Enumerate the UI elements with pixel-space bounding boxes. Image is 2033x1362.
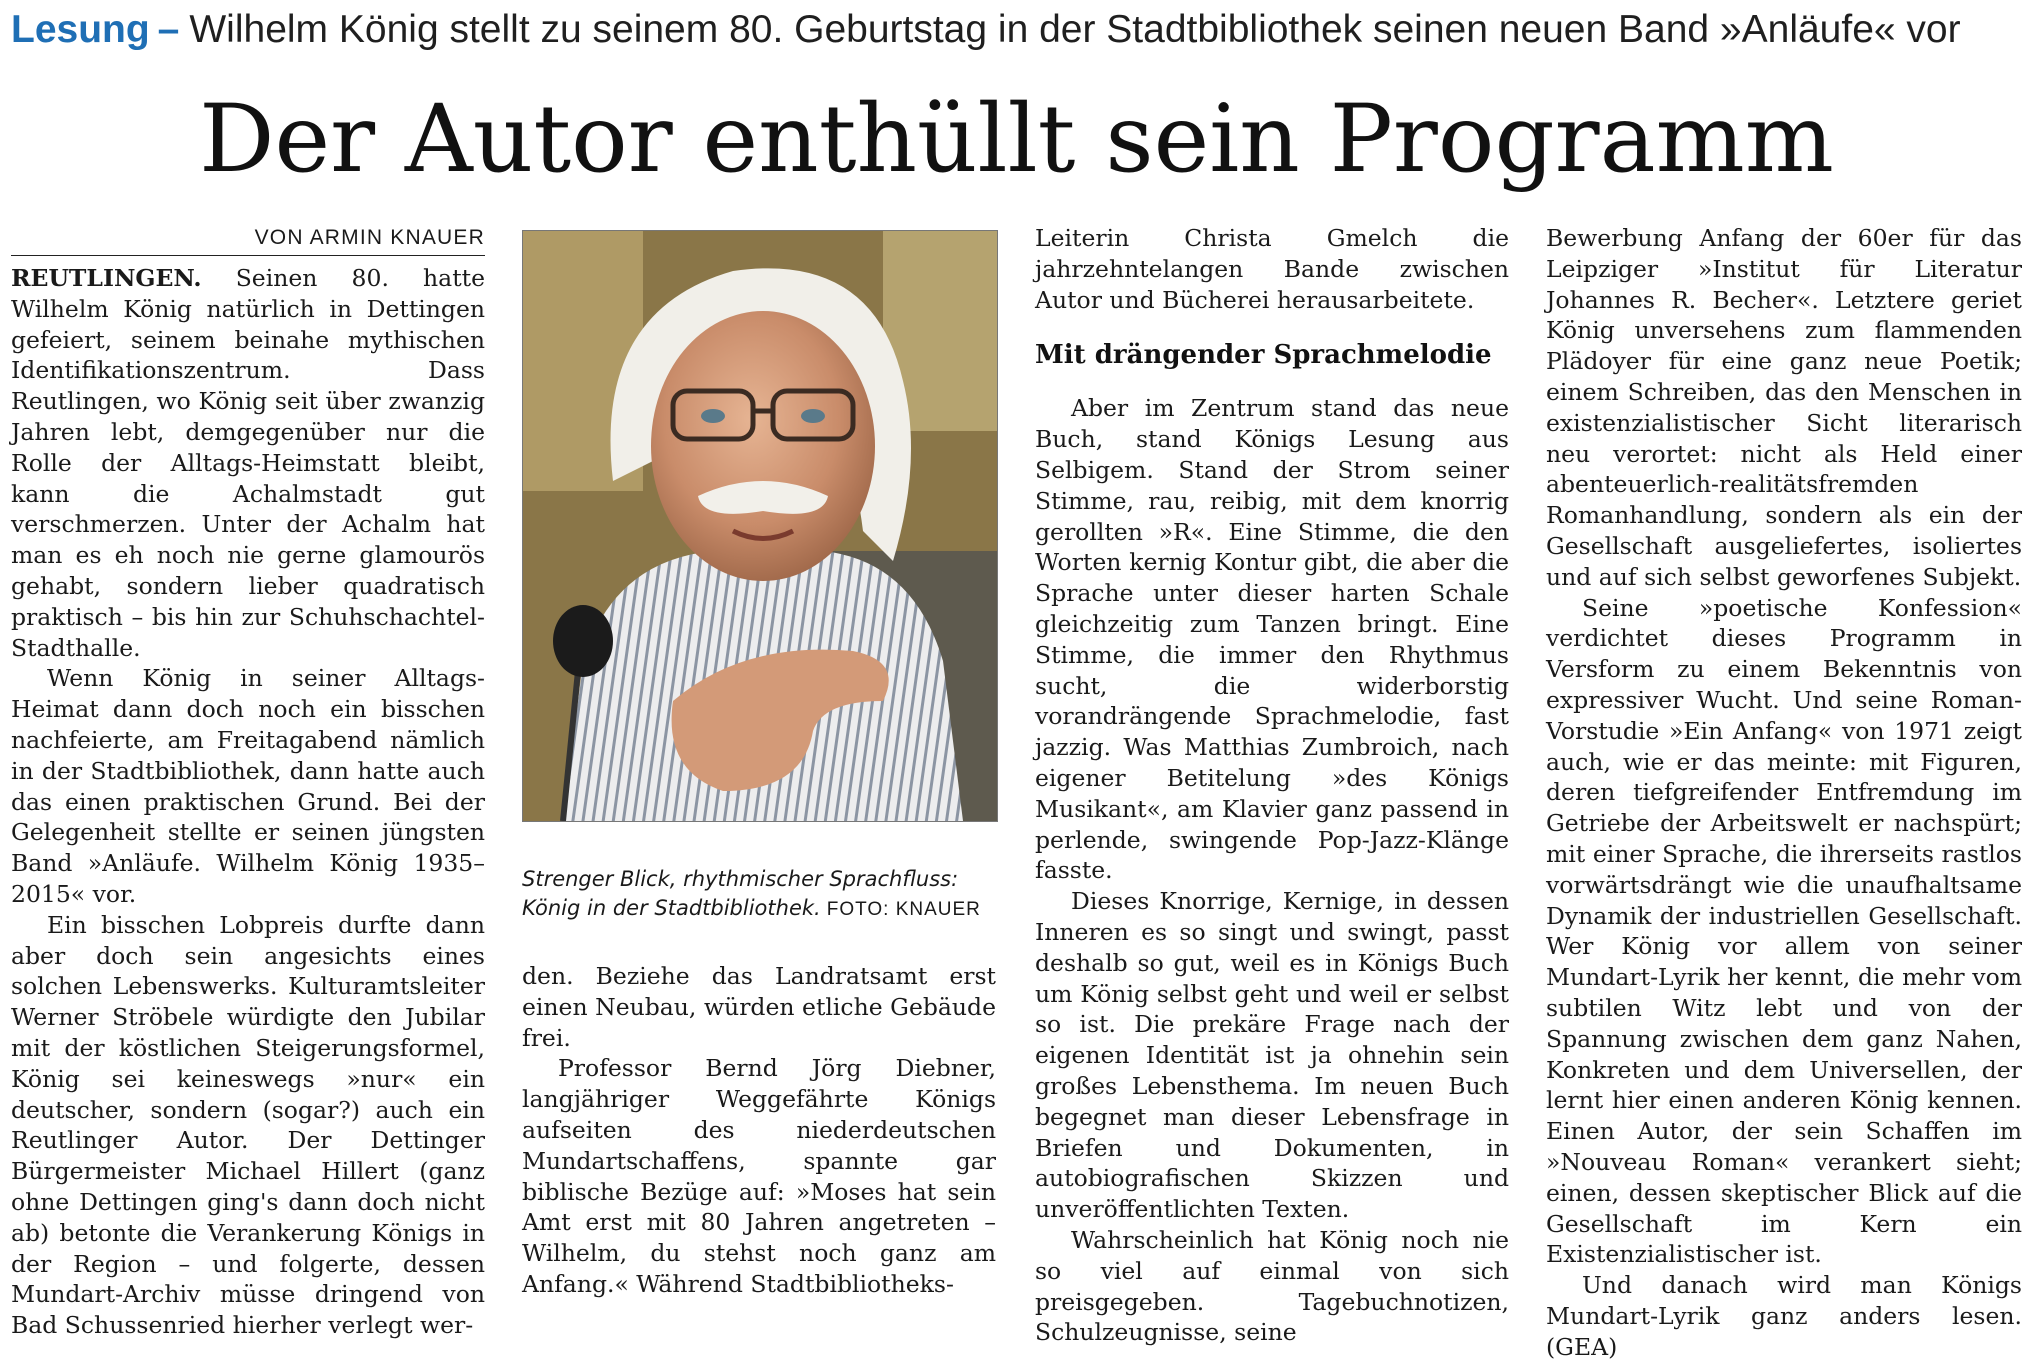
- paragraph: Wahrscheinlich hat König noch nie so viel auf einmal von sich preisgegeben. Tagebuchnotizen, Schulzeugnisse, seine: [1035, 1225, 1509, 1347]
- headline: Der Autor enthüllt sein Programm: [199, 85, 1834, 194]
- lead-paragraph: [11, 263, 485, 663]
- paragraph: Und danach wird man Königs Mundart-Lyrik ganz anders lesen. (GEA): [1546, 1271, 2022, 1361]
- article-column-3: [1035, 223, 1509, 1348]
- paragraph: Bewerbung Anfang der 60er für das Leipziger »Institut für Literatur Johannes R. Becher«. Letztere geriet König unversehens zum flammenden Plädoyer für eine ganz neue Poetik; einem Schreiben, das den Menschen in existenzialistischer Sicht literarisch neu verortet: nicht als Held einer abenteuerlich-realitätsfremden Romanhandlung, sondern als ein der Gesellschaft ausgeliefertes, isoliertes und auf sich selbst geworfenes Subjekt.: [1546, 224, 2022, 591]
- article-column-2: [522, 961, 996, 1300]
- byline: VON ARMIN KNAUER: [11, 223, 485, 256]
- author-portrait-image: [523, 231, 997, 821]
- paragraph: den. Beziehe das Landratsamt erst einen Neubau, würden etliche Gebäude frei.: [522, 962, 996, 1052]
- kicker-line: [11, 4, 2026, 56]
- dateline: REUTLINGEN.: [11, 264, 202, 292]
- paragraph: Wenn König in seiner Alltags-Heimat dann doch noch ein bisschen nachfeierte, am Freitagabend nämlich in der Stadtbibliothek, dann hatte auch das einen praktischen Grund. Bei der Gelegenheit stellte er seinen jüngsten Band »Anläufe. Wilhelm König 1935–2015« vor.: [11, 664, 485, 908]
- kicker-text: Wilhelm König stellt zu seinem 80. Geburtstag in der Stadtbibliothek seinen neuen Band »Anläufe« vor: [189, 8, 1961, 51]
- paragraph: Professor Bernd Jörg Diebner, langjähriger Weggefährte Königs aufseiten des niederdeutschen Mundartschaffens, spannte gar biblische Bezüge auf: »Moses hat sein Amt erst mit 80 Jahren angetreten – Wilhelm, du stehst noch ganz am Anfang.« Während Stadtbibliotheks-: [522, 1054, 996, 1298]
- kicker-dash: –: [157, 8, 180, 51]
- photo-credit: FOTO: KNAUER: [826, 899, 981, 920]
- paragraph: Ein bisschen Lobpreis durfte dann aber doch sein angesichts eines solchen Lebenswerks. Kulturamtsleiter Werner Ströbele würdigte den Jubilar mit der köstlichen Steigerungsformel, König sei keineswegs »nur« ein deutscher, sondern (sogar?) auch ein Reutlinger Autor. Der Dettinger Bürgermeister Michael Hillert (ganz ohne Dettingen ging's dann doch nicht ab) betonte die Verankerung Königs in der Region – und folgerte, dessen Mundart-Archiv müsse dringend von Bad Schussenried hierher verlegt wer-: [11, 910, 485, 1340]
- paragraph: Seine »poetische Konfession« verdichtet dieses Programm in Versform zu einem Bekenntnis von expressiver Wucht. Und seine Roman-Vorstudie »Ein Anfang« von 1971 zeigt auch, wie er das meinte: mit Figuren, deren tiefgreifender Entfremdung im Getriebe der Arbeitswelt er nachspürt; mit einer Sprache, die ihrerseits rastlos vorwärtsdrängt wie die unaufhaltsame Dynamik der industriellen Gesellschaft. Wer König vor allem von seiner Mundart-Lyrik her kennt, die mehr vom subtilen Witz lebt und von der Spannung zwischen dem ganz Nahen, Konkreten und dem Universellen, der lernt hier einen anderen König kennen. Einen Autor, der sein Schaffen im »Nouveau Roman« verankert sieht; einen, dessen skeptischer Blick auf die Gesellschaft im Kern ein Existenzialistischer ist.: [1546, 593, 2022, 1269]
- caption-text: Strenger Blick, rhythmischer Sprachfluss: König in der Stadtbibliothek.: [522, 867, 959, 920]
- article-column-1: [11, 223, 485, 1341]
- paragraph: Aber im Zentrum stand das neue Buch, stand Königs Lesung aus Selbigem. Stand der Strom seiner Stimme, rau, reibig, mit dem knorrig gerollten »R«. Eine Stimme, die den Worten kernig Kontur gibt, die aber die Sprache unter dieser harten Schale gleichzeitig zum Tanzen bringt. Eine Stimme, die immer den Rhythmus sucht, die widerborstig vorandrängende Sprachmelodie, fast jazzig. Was Matthias Zumbroich, nach eigener Betitelung »des Königs Musikant«, am Klavier ganz passend in perlende, swingende Pop-Jazz-Klänge fasste.: [1035, 394, 1509, 885]
- paragraph: Leiterin Christa Gmelch die jahrzehntelangen Bande zwischen Autor und Bücherei herausarbeitete.: [1035, 224, 1509, 314]
- subheading: Mit drängender Sprachmelodie: [1035, 340, 1492, 371]
- author-photo: [522, 230, 998, 822]
- photo-caption: [522, 865, 996, 924]
- lead-paragraph-text: Seinen 80. hatte Wilhelm König natürlich in Dettingen gefeiert, seinem beinahe mythischen Identifikationszentrum. Dass Reutlingen, wo König seit über zwanzig Jahren lebt, demgegenüber nur die Rolle der Alltags-Heimstatt bleibt, kann die Achalmstadt gut verschmerzen. Unter der Achalm hat man es eh noch nie gerne glamourös gehabt, sondern lieber quadratisch praktisch – bis hin zur Schuhschachtel-Stadthalle.: [11, 264, 485, 662]
- article-column-4: [1546, 223, 2022, 1362]
- kicker-tag: Lesung: [11, 8, 150, 51]
- paragraph: Dieses Knorrige, Kernige, in dessen Inneren es so singt und swingt, passt deshalb so gut, weil es in Königs Buch um König selbst geht und weil er selbst so ist. Die prekäre Frage nach der eigenen Identität ist ja ohnehin sein großes Lebensthema. Im neuen Buch begegnet man dieser Lebensfrage in Briefen und Dokumenten, in autobiografischen Skizzen und unveröffentlichten Texten.: [1035, 887, 1509, 1224]
